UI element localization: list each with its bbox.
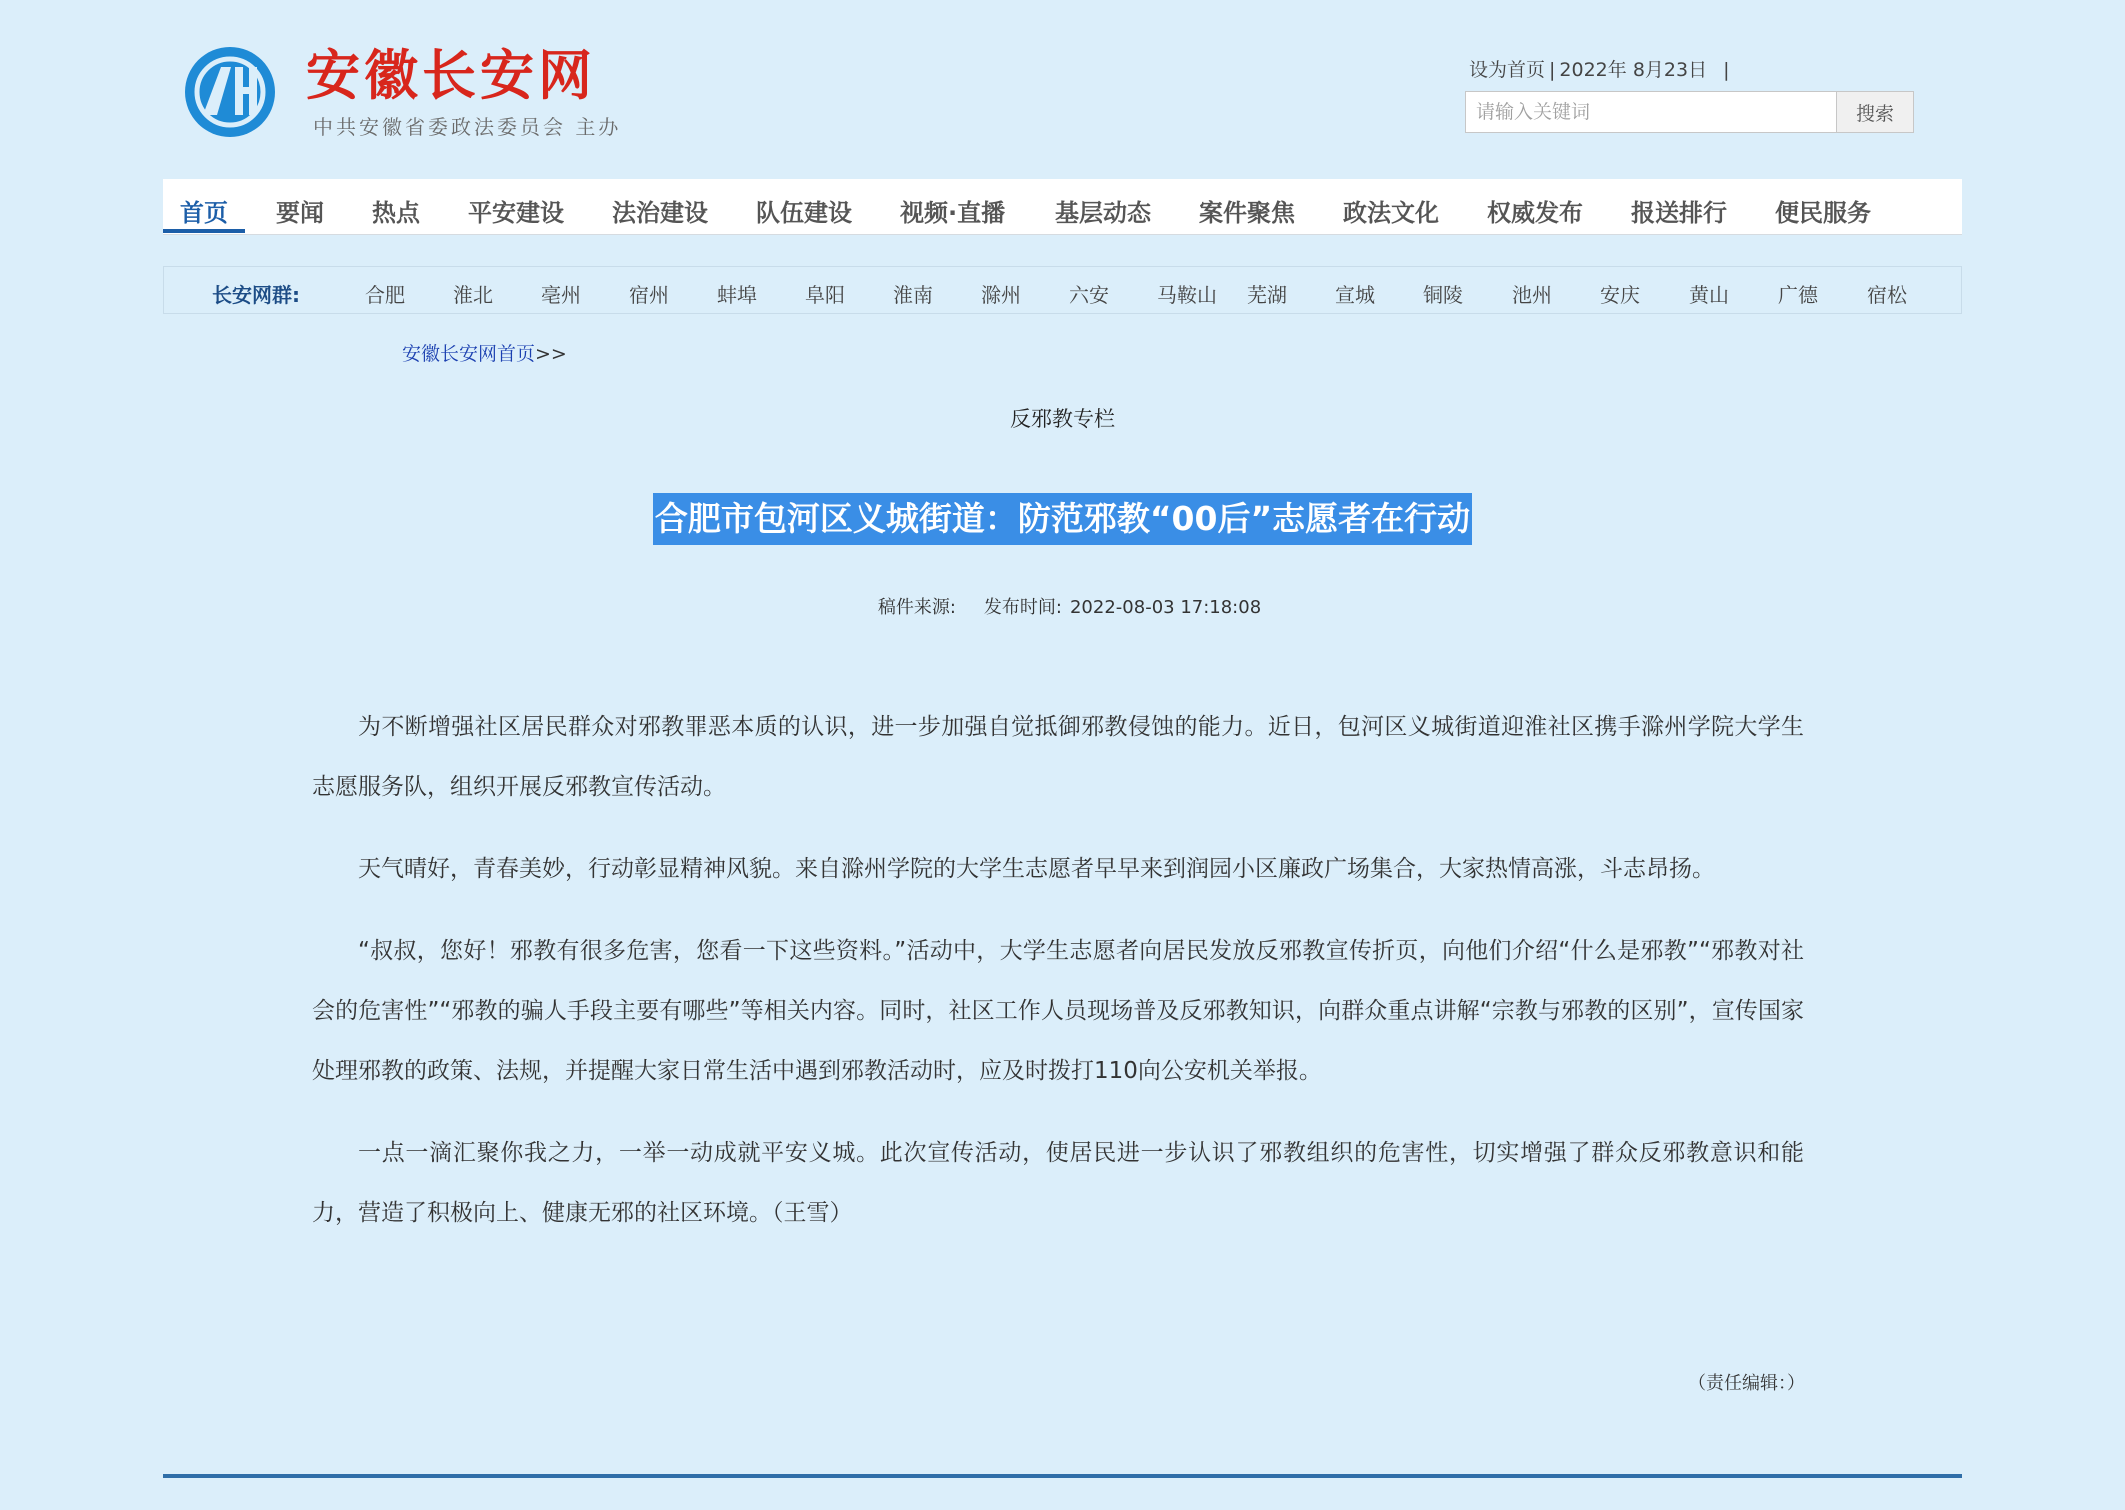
column-name: 反邪教专栏 xyxy=(1010,407,1115,431)
main-nav xyxy=(163,179,1962,235)
search-box xyxy=(1465,91,1914,133)
separator: | xyxy=(1723,59,1730,81)
city-link[interactable]: 铜陵 xyxy=(1423,283,1463,307)
article-title[interactable]: 合肥市包河区义城街道：防范邪教“00后”志愿者在行动 xyxy=(653,493,1472,545)
city-link[interactable]: 黄山 xyxy=(1689,283,1729,307)
nav-item-team[interactable]: 队伍建设 xyxy=(756,199,852,227)
nav-item-cases[interactable]: 案件聚焦 xyxy=(1199,199,1295,227)
search-button[interactable]: 搜索 xyxy=(1837,91,1914,133)
city-link[interactable]: 广德 xyxy=(1778,283,1818,307)
city-link[interactable]: 亳州 xyxy=(541,283,581,307)
top-links xyxy=(1469,55,1734,82)
city-link[interactable]: 池州 xyxy=(1512,283,1552,307)
source-label: 稿件来源: xyxy=(877,597,956,618)
article-paragraph: “叔叔，您好！邪教有很多危害，您看一下这些资料。”活动中，大学生志愿者向居民发放反邪教宣传折页，向他们介绍“什么是邪教”“邪教对社会的危害性”“邪教的骗人手段主要有哪些”等相关内容。同时，社区工作人员现场普及反邪教知识，向群众重点讲解“宗教与邪教的区别”，宣传国家处理邪教的政策、法规，并提醒大家日常生活中遇到邪教活动时，应及时拨打110向公安机关举报。 xyxy=(312,938,1804,1084)
city-link[interactable]: 淮北 xyxy=(453,283,493,307)
nav-item-home[interactable]: 首页 xyxy=(180,199,228,227)
current-date: 2022年 8月23日 xyxy=(1559,59,1708,81)
publish-label: 发布时间: xyxy=(983,597,1062,618)
nav-item-peace[interactable]: 平安建设 xyxy=(468,199,564,227)
article-paragraph: 天气晴好，青春美妙，行动彰显精神风貌。来自滁州学院的大学生志愿者早早来到润园小区廉政广场集合，大家热情高涨，斗志昂扬。 xyxy=(358,856,1715,882)
city-link[interactable]: 淮南 xyxy=(893,283,933,307)
city-nav xyxy=(163,266,1962,314)
breadcrumb-home-link[interactable]: 安徽长安网首页 xyxy=(402,343,536,365)
article-meta xyxy=(0,593,2125,619)
nav-item-ranking[interactable]: 报送排行 xyxy=(1631,199,1727,227)
nav-item-law[interactable]: 法治建设 xyxy=(612,199,708,227)
publish-time: 2022-08-03 17:18:08 xyxy=(1069,597,1262,618)
article-paragraph: 一点一滴汇聚你我之力，一举一动成就平安义城。此次宣传活动，使居民进一步认识了邪教组织的危害性，切实增强了群众反邪教意识和能力，营造了积极向上、健康无邪的社区环境。（王雪） xyxy=(312,1140,1804,1226)
nav-item-grassroots[interactable]: 基层动态 xyxy=(1055,199,1151,227)
breadcrumb-arrow: >> xyxy=(535,343,567,365)
article-title-wrap xyxy=(0,493,2125,545)
city-link[interactable]: 宣城 xyxy=(1335,283,1375,307)
breadcrumb xyxy=(402,339,567,366)
city-link[interactable]: 阜阳 xyxy=(805,283,845,307)
active-nav-indicator xyxy=(163,229,245,233)
city-link[interactable]: 六安 xyxy=(1069,283,1109,307)
nav-item-hot[interactable]: 热点 xyxy=(372,199,420,227)
nav-item-video[interactable]: 视频·直播 xyxy=(900,199,1006,227)
city-link[interactable]: 马鞍山 xyxy=(1157,283,1217,307)
city-link[interactable]: 安庆 xyxy=(1600,283,1640,307)
nav-item-news[interactable]: 要闻 xyxy=(276,199,324,227)
separator: | xyxy=(1549,59,1556,81)
article-body xyxy=(312,697,1804,1265)
city-link[interactable]: 蚌埠 xyxy=(717,283,757,307)
city-link[interactable]: 合肥 xyxy=(365,283,405,307)
site-subtitle: 中共安徽省委政法委员会 主办 xyxy=(313,115,622,139)
editor-credit: （责任编辑：） xyxy=(1688,1373,1805,1394)
city-link[interactable]: 宿松 xyxy=(1867,283,1907,307)
search-input[interactable] xyxy=(1465,91,1837,133)
site-title[interactable]: 安徽长安网 xyxy=(306,43,596,107)
logo-icon[interactable] xyxy=(183,45,277,139)
footer-divider xyxy=(163,1474,1962,1478)
city-link[interactable]: 芜湖 xyxy=(1247,283,1287,307)
city-nav-label: 长安网群: xyxy=(212,283,300,307)
city-link[interactable]: 宿州 xyxy=(629,283,669,307)
nav-item-service[interactable]: 便民服务 xyxy=(1775,199,1871,227)
nav-item-release[interactable]: 权威发布 xyxy=(1487,199,1583,227)
site-header xyxy=(0,0,2125,170)
nav-item-culture[interactable]: 政法文化 xyxy=(1343,199,1439,227)
article-paragraph: 为不断增强社区居民群众对邪教罪恶本质的认识，进一步加强自觉抵御邪教侵蚀的能力。近日，包河区义城街道迎淮社区携手滁州学院大学生志愿服务队，组织开展反邪教宣传活动。 xyxy=(312,714,1804,800)
city-link[interactable]: 滁州 xyxy=(981,283,1021,307)
set-home-link[interactable]: 设为首页 xyxy=(1469,59,1546,81)
